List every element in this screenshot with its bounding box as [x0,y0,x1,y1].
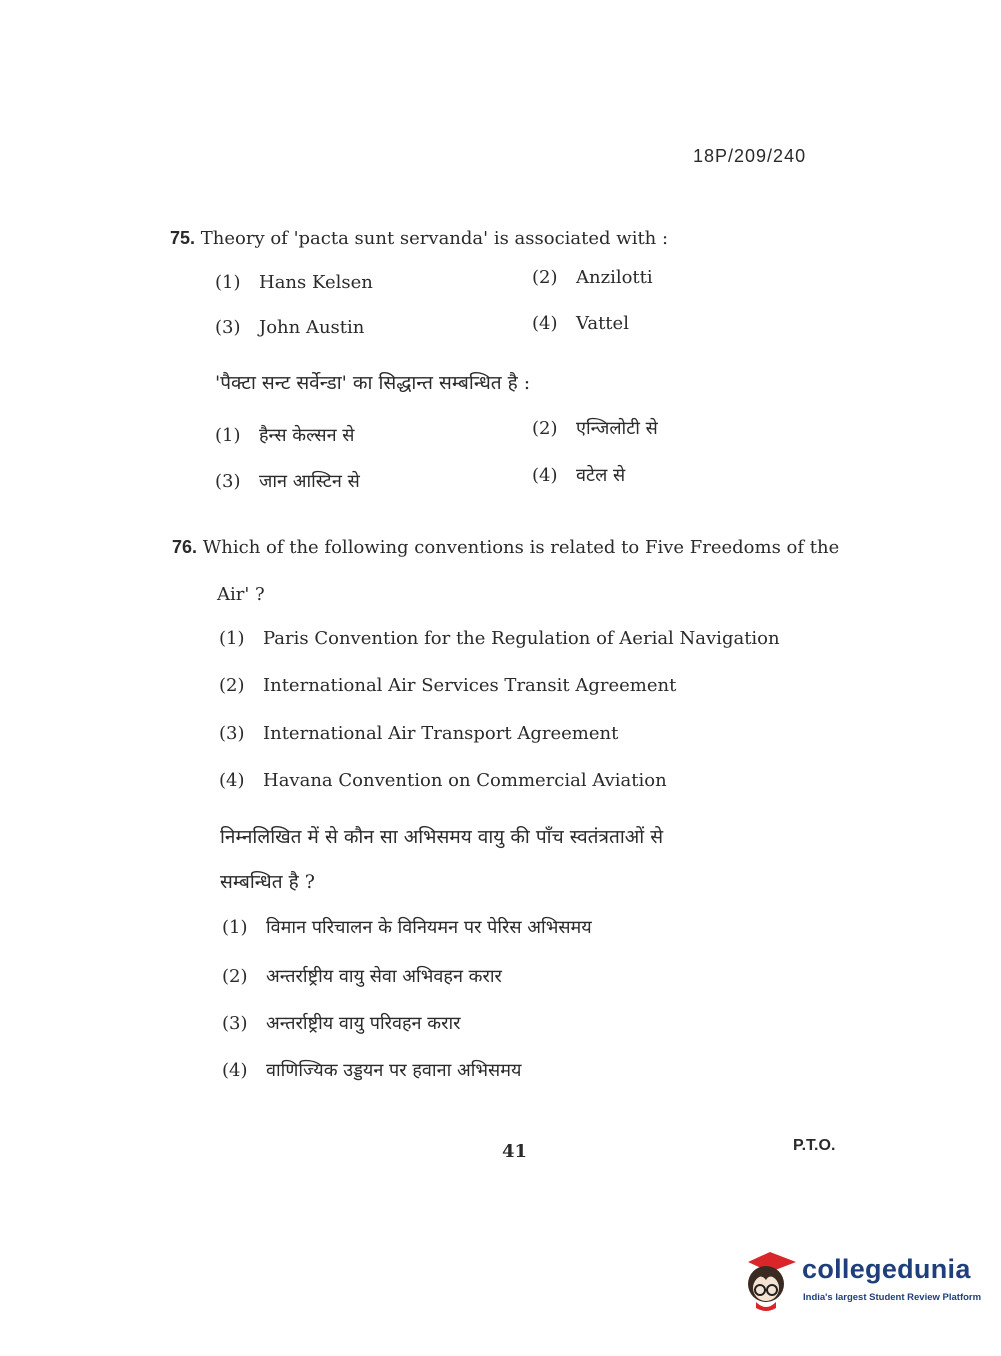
q75-option-2: (2) Anzilotti [532,267,653,288]
question-text: Theory of 'pacta sunt servanda' is associated with : [200,228,669,249]
q76-hindi-option-1: (1) विमान परिचालन के विनियमन पर पेरिस अभिसमय [222,917,592,938]
q76-hindi-option-2: (2) अन्तर्राष्ट्रीय वायु सेवा अभिवहन करार [222,966,502,987]
q75-hindi-option-1: (1) हैन्स केल्सन से [215,425,355,446]
mascot-icon [740,1248,800,1314]
q75-option-1: (1) Hans Kelsen [215,272,373,293]
question-76-line2: Air' ? [217,584,265,605]
brand-tagline: India's largest Student Review Platform [803,1292,982,1303]
q76-option-3: (3) International Air Transport Agreement [219,723,619,744]
question-number: 76. [172,537,198,557]
collegedunia-watermark [740,1246,982,1322]
q76-hindi-option-4: (4) वाणिज्यिक उड्डयन पर हवाना अभिसमय [222,1060,522,1081]
page-number: 41 [502,1141,528,1162]
q76-option-1: (1) Paris Convention for the Regulation of Aerial Navigation [219,628,780,649]
q75-hindi-option-2: (2) एन्जिलोटी से [532,418,658,439]
question-number: 75. [170,228,196,248]
q76-hindi-text-line2: सम्बन्धित है ? [220,871,315,893]
pto-label: P.T.O. [793,1137,836,1154]
q75-hindi-text: 'पैक्टा सन्ट सर्वेन्डा' का सिद्धान्त सम्बन्धित है : [215,372,531,394]
q76-hindi-option-3: (3) अन्तर्राष्ट्रीय वायु परिवहन करार [222,1013,461,1034]
q76-option-4: (4) Havana Convention on Commercial Aviation [219,770,667,791]
q75-hindi-option-4: (4) वटेल से [532,465,626,486]
question-75 [170,228,668,249]
brand-name: collegedunia [802,1254,971,1284]
q75-option-3: (3) John Austin [215,317,365,338]
question-text: Which of the following conventions is related to Five Freedoms of the [202,537,840,558]
q75-option-4: (4) Vattel [532,313,629,334]
question-76 [172,537,839,558]
q76-hindi-text-line1: निम्नलिखित में से कौन सा अभिसमय वायु की पाँच स्वतंत्रताओं से [220,826,664,848]
paper-code: 18P/209/240 [693,146,807,166]
q76-option-2: (2) International Air Services Transit Agreement [219,675,677,696]
q75-hindi-option-3: (3) जान आस्टिन से [215,471,360,492]
